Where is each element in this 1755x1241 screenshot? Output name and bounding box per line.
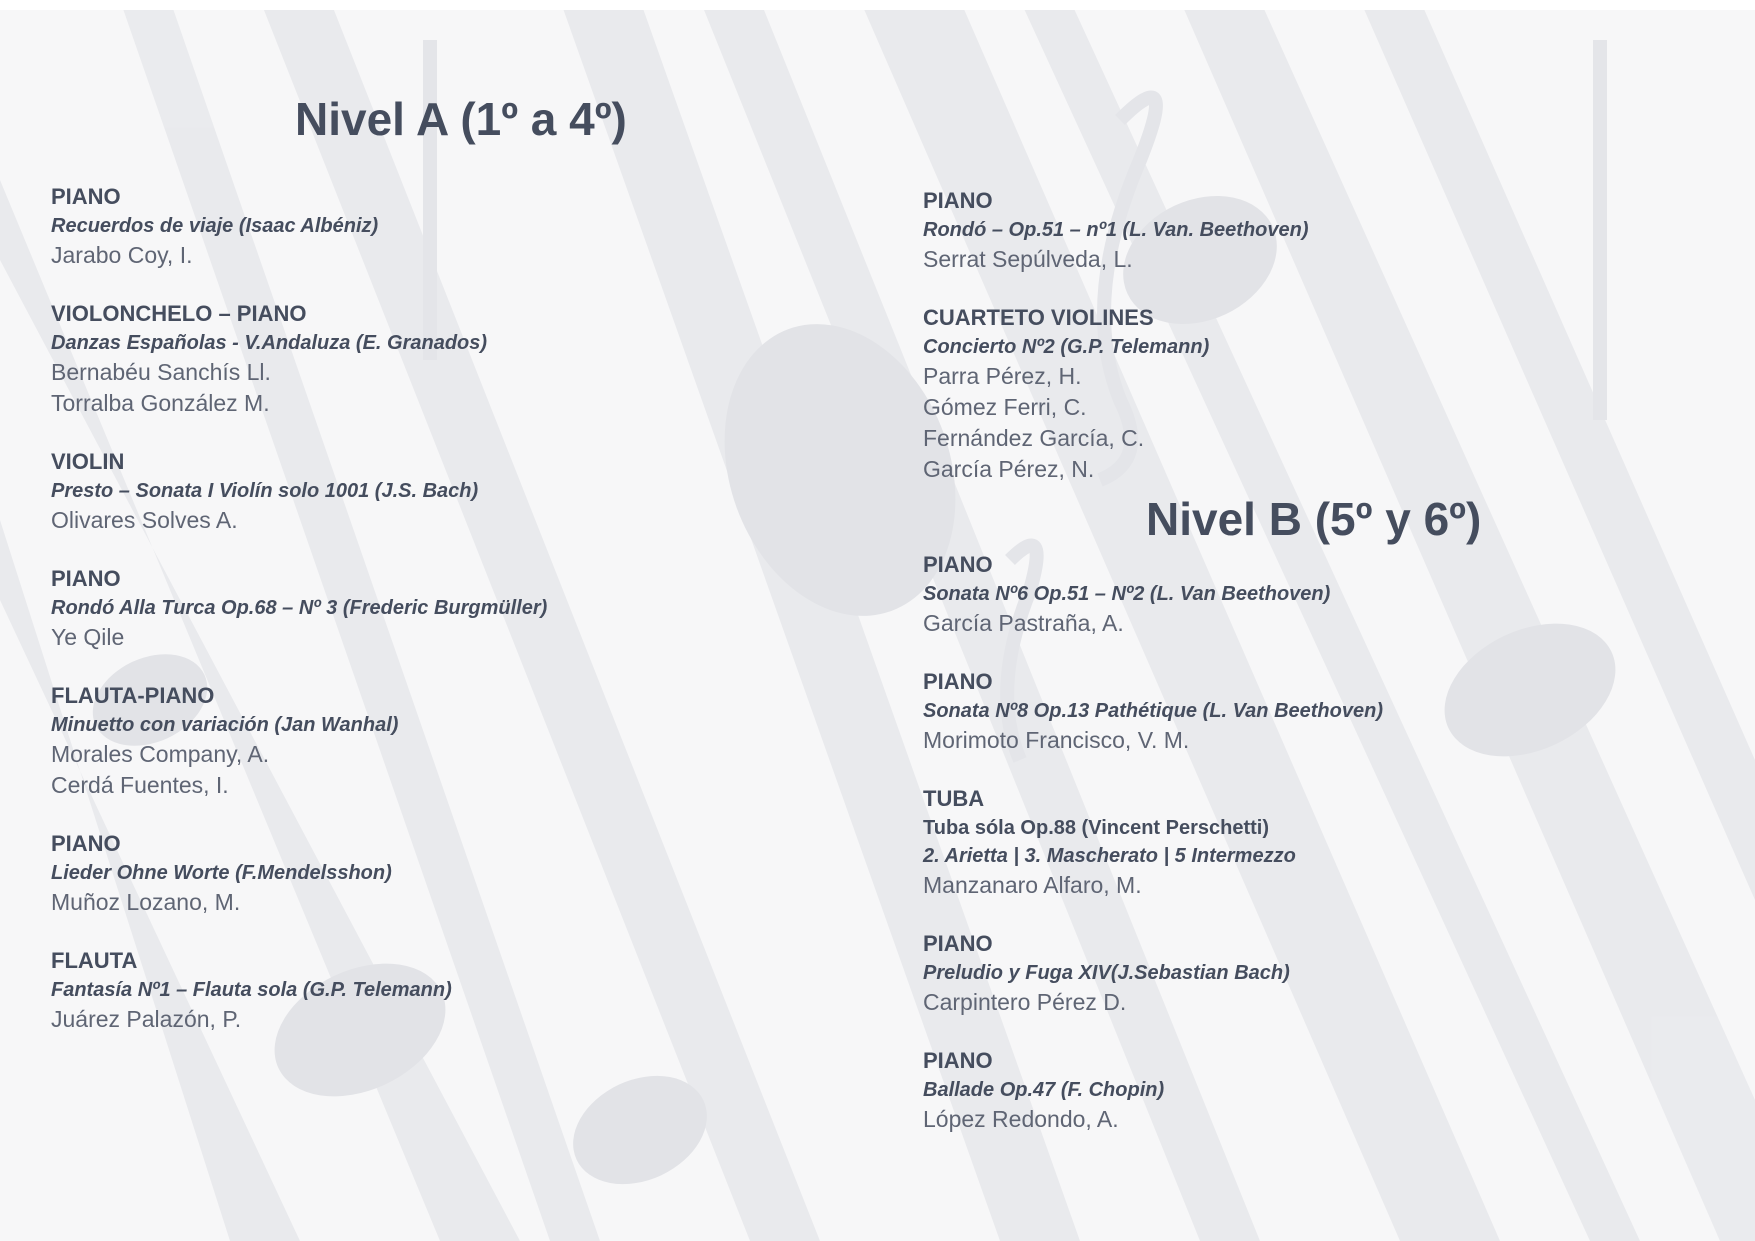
- performer-name: López Redondo, A.: [923, 1106, 1119, 1132]
- program-entry: [923, 784, 1683, 901]
- performer-name: Muñoz Lozano, M.: [51, 889, 241, 915]
- program-entry: [923, 929, 1683, 1018]
- performer-name: García Pastraña, A.: [923, 610, 1124, 636]
- piece-title: Recuerdos de viaje (Isaac Albéniz): [51, 215, 379, 237]
- program-entry: [923, 550, 1683, 639]
- instrument-label: PIANO: [923, 1048, 993, 1073]
- instrument-label: PIANO: [923, 931, 993, 956]
- piece-title: Presto – Sonata I Violín solo 1001 (J.S. Bach): [51, 480, 479, 502]
- piece-title: Sonata Nº6 Op.51 – Nº2 (L. Van Beethoven): [923, 583, 1331, 605]
- program-entry: [51, 564, 811, 653]
- performer-name: Serrat Sepúlveda, L.: [923, 246, 1133, 272]
- performer-name: Cerdá Fuentes, I.: [51, 772, 229, 798]
- instrument-label: FLAUTA: [51, 948, 138, 973]
- performer-name: Morales Company, A.: [51, 741, 270, 767]
- piece-title: Minuetto con variación (Jan Wanhal): [51, 714, 399, 736]
- instrument-label: PIANO: [923, 669, 993, 694]
- nivel-b-heading: Nivel B (5º y 6º): [1146, 493, 1482, 545]
- instrument-label: VIOLONCHELO – PIANO: [51, 301, 307, 326]
- piece-title: Lieder Ohne Worte (F.Mendelsshon): [51, 862, 392, 884]
- piece-title: Concierto Nº2 (G.P. Telemann): [923, 336, 1210, 358]
- piece-title: Sonata Nº8 Op.13 Pathétique (L. Van Beethoven): [923, 700, 1383, 722]
- piece-title: Fantasía Nº1 – Flauta sola (G.P. Telemann): [51, 979, 452, 1001]
- nivel-b-column: [923, 550, 1683, 1163]
- program-entry: [923, 1046, 1683, 1135]
- instrument-label: FLAUTA-PIANO: [51, 683, 215, 708]
- piece-title: Ballade Op.47 (F. Chopin): [923, 1079, 1165, 1101]
- performer-name: Morimoto Francisco, V. M.: [923, 727, 1190, 753]
- performer-name: Torralba González M.: [51, 390, 270, 416]
- program-entry: [51, 946, 811, 1035]
- performer-name: Carpintero Pérez D.: [923, 989, 1127, 1015]
- nivel-a-column: [51, 182, 811, 1063]
- instrument-label: TUBA: [923, 786, 985, 811]
- performer-name: Manzanaro Alfaro, M.: [923, 872, 1142, 898]
- instrument-label: PIANO: [51, 184, 121, 209]
- performer-name: Gómez Ferri, C.: [923, 394, 1087, 420]
- piece-title: Preludio y Fuga XIV(J.Sebastian Bach): [923, 962, 1290, 984]
- performer-name: Bernabéu Sanchís Ll.: [51, 359, 271, 385]
- piece-title: Rondó – Op.51 – nº1 (L. Van. Beethoven): [923, 219, 1309, 241]
- program-entry: [51, 829, 811, 918]
- program-entry: [923, 186, 1683, 275]
- performer-name: Parra Pérez, H.: [923, 363, 1082, 389]
- performer-name: Ye Qile: [51, 624, 125, 650]
- piece-title: Rondó Alla Turca Op.68 – Nº 3 (Frederic Burgmüller): [51, 597, 548, 619]
- program-entry: [923, 667, 1683, 756]
- program-entry: [51, 299, 811, 419]
- instrument-label: PIANO: [51, 831, 121, 856]
- piece-title: Danzas Españolas - V.Andaluza (E. Granados): [51, 332, 488, 354]
- instrument-label: CUARTETO VIOLINES: [923, 305, 1154, 330]
- piece-title: 2. Arietta | 3. Mascherato | 5 Intermezzo: [923, 845, 1296, 867]
- instrument-label: VIOLIN: [51, 449, 125, 474]
- performer-name: Olivares Solves A.: [51, 507, 238, 533]
- program-entry: [51, 447, 811, 536]
- program-entry: [51, 182, 811, 271]
- instrument-label: PIANO: [51, 566, 121, 591]
- piece-title: Tuba sóla Op.88 (Vincent Perschetti): [923, 817, 1270, 839]
- performer-name: Fernández García, C.: [923, 425, 1145, 451]
- program-entry: [51, 681, 811, 801]
- nivel-a-heading: Nivel A (1º a 4º): [295, 93, 627, 145]
- performer-name: García Pérez, N.: [923, 456, 1095, 482]
- nivel-a-continued-column: [923, 186, 1683, 513]
- instrument-label: PIANO: [923, 552, 993, 577]
- program-entry: [923, 303, 1683, 485]
- performer-name: Juárez Palazón, P.: [51, 1006, 242, 1032]
- instrument-label: PIANO: [923, 188, 993, 213]
- performer-name: Jarabo Coy, I.: [51, 242, 193, 268]
